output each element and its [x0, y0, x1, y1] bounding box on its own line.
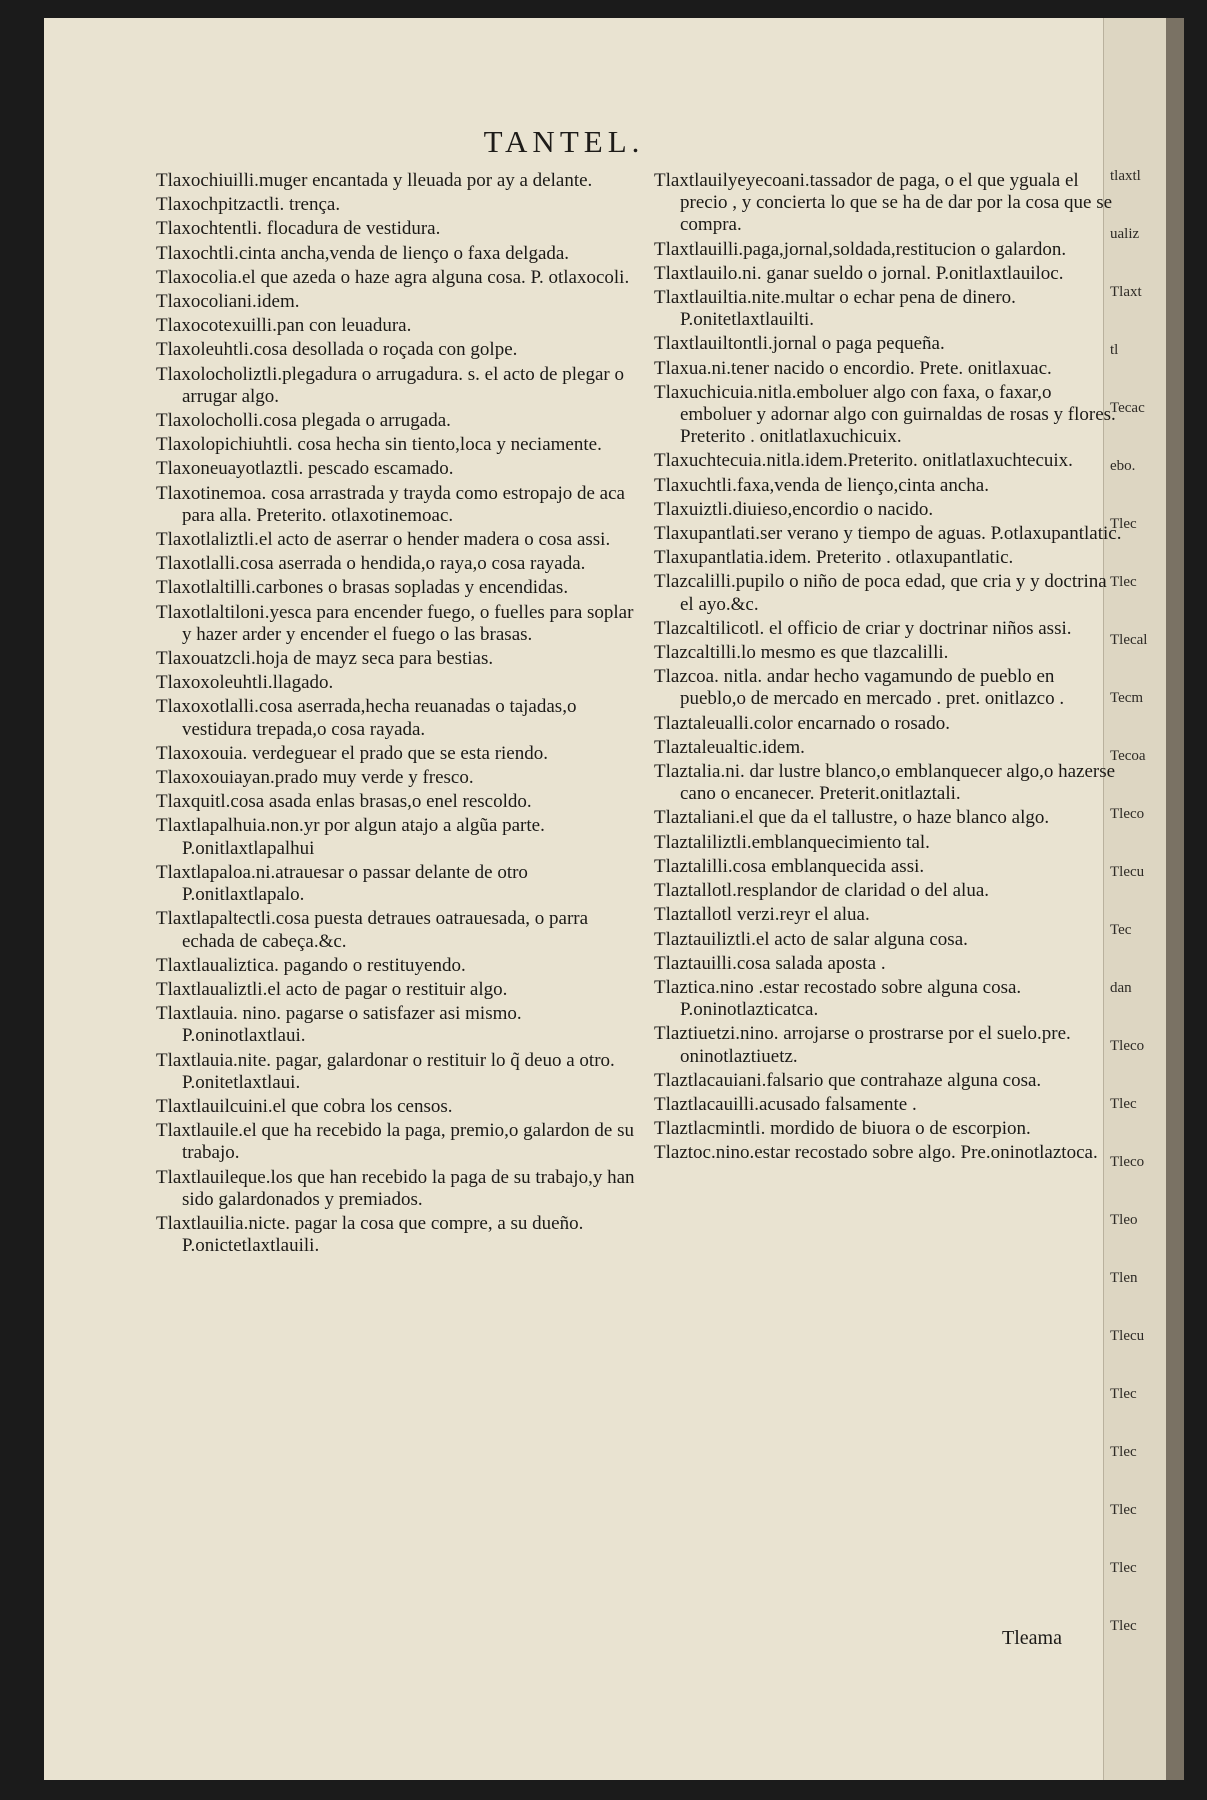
adjacent-page-fragment: ualiz	[1110, 226, 1140, 242]
adjacent-page-fragment: Tlecal	[1110, 632, 1148, 648]
dictionary-entry: Tlaxoxouiayan.prado muy verde y fresco.	[156, 767, 474, 789]
dictionary-entry: Tlaztallotl.resplandor de claridad o del alua.	[654, 880, 989, 902]
dictionary-entry: Tlaztalilli.cosa emblanquecida assi.	[654, 855, 925, 877]
dictionary-entry: Tlaztica.nino .estar recostado sobre alguna cosa. P.oninotlazticatca.	[654, 976, 1022, 1021]
dictionary-entry: Tlaztlacauilli.acusado falsamente .	[654, 1093, 917, 1115]
adjacent-page-fragment: Tlec	[1110, 516, 1137, 532]
dictionary-entry: Tlaztaliani.el que da el tallustre, o haze blanco algo.	[654, 807, 1050, 829]
dictionary-entry: Tlazcoa. nitla. andar hecho vagamundo de pueblo en pueblo,o de mercado en mercado . pret. onitlazco .	[654, 666, 1065, 710]
adjacent-page-fragment: Tlec	[1110, 1560, 1137, 1576]
adjacent-page-fragment: Tlec	[1110, 574, 1137, 590]
dictionary-entry: Tlaxuiztli.diuieso,encordio o nacido.	[654, 498, 934, 520]
adjacent-page-fragment: Tecm	[1110, 690, 1144, 706]
dictionary-entry: Tlaxtlauia.nite. pagar, galardonar o restituir lo q̃ deuo a otro. P.onitetlaxtlaui.	[156, 1049, 615, 1093]
book-spine-shadow	[1166, 18, 1184, 1780]
dictionary-entry: Tlazcaltilli.lo mesmo es que tlazcalilli.	[654, 642, 949, 664]
dictionary-entry: Tlaxtlauia. nino. pagarse o satisfazer asi mismo. P.oninotlaxtlaui.	[156, 1003, 522, 1047]
adjacent-page-fragment: Tleo	[1110, 1212, 1138, 1228]
adjacent-page-fragment: tl	[1110, 342, 1119, 358]
dictionary-entry: Tlaxochiuilli.muger encantada y lleuada por ay a delante.	[156, 170, 593, 191]
adjacent-page-fragment: Tlec	[1110, 1502, 1137, 1518]
dictionary-entry: Tlaxouatzcli.hoja de mayz seca para bestias.	[156, 648, 494, 670]
dictionary-entry: Tlaxtlauileque.los que han recebido la paga de su trabajo,y han sido galardonados y premiados.	[156, 1166, 635, 1210]
right-column	[654, 170, 1124, 1167]
book-page	[44, 18, 1184, 1780]
dictionary-entry: Tlaxtlauiltontli.jornal o paga pequeña.	[654, 333, 945, 355]
adjacent-page-fragment: Tlaxt	[1110, 284, 1142, 300]
dictionary-entry: Tlaztauiliztli.el acto de salar alguna cosa.	[654, 928, 968, 950]
dictionary-entry: Tlaxupantlatia.idem. Preterito . otlaxupantlatic.	[654, 547, 1014, 569]
dictionary-entry: Tlaxuchicuia.nitla.emboluer algo con faxa, o faxar,o emboluer y adornar algo con guirnaldas de rosas y flores. Preterito . onitlatlaxuchicuix.	[654, 381, 1116, 448]
adjacent-page-fragment: Tlec	[1110, 1618, 1137, 1634]
dictionary-entry: Tlaxotlaliztli.el acto de aserrar o hender madera o cosa assi.	[156, 529, 611, 551]
adjacent-page-fragment: Tecac	[1110, 400, 1145, 416]
dictionary-entry: Tlaxtlapaloa.ni.atrauesar o passar delante de otro P.onitlaxtlapalo.	[156, 861, 528, 906]
adjacent-page-fragment: Tleco	[1110, 806, 1145, 822]
dictionary-entry: Tlaxquitl.cosa asada enlas brasas,o enel rescoldo.	[156, 791, 532, 813]
running-head: TANTEL.	[483, 124, 645, 159]
dictionary-entry: Tlaxtlauilli.paga,jornal,soldada,restitucion o galardon.	[654, 238, 1067, 260]
adjacent-page-fragment: Tlec	[1110, 1444, 1137, 1460]
dictionary-entry: Tlaztalia.ni. dar lustre blanco,o emblanquecer algo,o hazerse cano o encanecer. Preterit.onitlaztali.	[654, 761, 1116, 805]
adjacent-page-fragment: Tlec	[1110, 1386, 1137, 1402]
dictionary-entry: Tlaxua.ni.tener nacido o encordio. Prete. onitlaxuac.	[654, 357, 1052, 379]
dictionary-entry: Tlaztauilli.cosa salada aposta .	[654, 952, 886, 974]
dictionary-entry: Tlaxtlauiltia.nite.multar o echar pena de dinero. P.onitetlaxtlauilti.	[654, 287, 1016, 331]
adjacent-page-fragment: dan	[1110, 980, 1132, 996]
dictionary-entry: Tlaxtlauilo.ni. ganar sueldo o jornal. P.onitlaxtlauiloc.	[654, 262, 1064, 284]
dictionary-entry: Tlaztlacauiani.falsario que contrahaze alguna cosa.	[654, 1069, 1042, 1091]
dictionary-entry: Tlaxotinemoa. cosa arrastrada y trayda como estropajo de aca para alla. Preterito. otlaxotinemoac.	[156, 482, 625, 526]
dictionary-entry: Tlaztaleualtic.idem.	[654, 736, 805, 758]
adjacent-page-fragment: Tec	[1110, 922, 1132, 938]
dictionary-entry: Tlaxoneuayotlaztli. pescado escamado.	[156, 458, 454, 480]
dictionary-entry: Tlaztallotl verzi.reyr el alua.	[654, 904, 870, 926]
dictionary-entry: Tlaxolocholli.cosa plegada o arrugada.	[156, 410, 451, 432]
adjacent-page-fragment: Tleco	[1110, 1038, 1145, 1054]
dictionary-entry: Tlaxocotexuilli.pan con leuadura.	[156, 315, 412, 337]
dictionary-entry: Tlaztlacmintli. mordido de biuora o de escorpion.	[654, 1118, 1031, 1140]
catchword: Tleama	[1002, 1627, 1062, 1649]
dictionary-entry: Tlaxtlaualiztli.el acto de pagar o restituir algo.	[156, 978, 508, 1000]
dictionary-entry: Tlaxotlaltiloni.yesca para encender fuego, o fuelles para soplar y hazer arder y encender el fuego o las brasas.	[156, 601, 634, 645]
dictionary-entry: Tlaxoxotlalli.cosa aserrada,hecha reuanadas o tajadas,o vestidura trepada,o cosa rayada.	[156, 696, 577, 740]
dictionary-entry: Tlaxtlauilia.nicte. pagar la cosa que compre, a su dueño. P.onictetlaxtlauili.	[156, 1212, 584, 1257]
dictionary-entry: Tlaxocolia.el que azeda o haze agra alguna cosa. P. otlaxocoli.	[156, 266, 630, 288]
dictionary-entry: Tlaxoxoleuhtli.llagado.	[156, 672, 334, 694]
dictionary-entry: Tlaxolopichiuhtli. cosa hecha sin tiento,loca y neciamente.	[156, 434, 602, 456]
dictionary-entry: Tlaxolocholiztli.plegadura o arrugadura. s. el acto de plegar o arrugar algo.	[156, 363, 624, 407]
dictionary-entry: Tlaztiuetzi.nino. arrojarse o prostrarse por el suelo.pre. oninotlaztiuetz.	[654, 1023, 1071, 1067]
dictionary-entry: Tlaxotlaltilli.carbones o brasas sopladas y encendidas.	[156, 577, 569, 599]
dictionary-entry: Tlaxupantlati.ser verano y tiempo de aguas. P.otlaxupantlatic.	[654, 523, 1122, 545]
dictionary-entry: Tlaxtlapalhuia.non.yr por algun atajo a algũa parte. P.onitlaxtlapalhui	[156, 815, 545, 859]
adjacent-page-fragment: Tecoa	[1110, 748, 1146, 764]
dictionary-entry: Tlaxochpitzactli. trença.	[156, 194, 341, 216]
adjacent-page-fragment: Tlen	[1110, 1270, 1138, 1286]
adjacent-page-fragment: Tleco	[1110, 1154, 1145, 1170]
left-column	[156, 170, 636, 1259]
dictionary-entry: Tlaxtlauilcuini.el que cobra los censos.	[156, 1095, 453, 1117]
dictionary-entry: Tlaxochtentli. flocadura de vestidura.	[156, 218, 441, 240]
dictionary-entry: Tlaztoc.nino.estar recostado sobre algo. Pre.oninotlaztoca.	[654, 1142, 1098, 1164]
dictionary-entry: Tlaxotlalli.cosa aserrada o hendida,o raya,o cosa rayada.	[156, 553, 586, 575]
dictionary-entry: Tlaxuchtli.faxa,venda de lienço,cinta ancha.	[654, 474, 989, 496]
dictionary-entry: Tlaxuchtecuia.nitla.idem.Preterito. onitlatlaxuchtecuix.	[654, 450, 1073, 472]
adjacent-page-fragment: tlaxtl	[1110, 168, 1141, 184]
dictionary-entry: Tlaztaleualli.color encarnado o rosado.	[654, 712, 950, 734]
dictionary-entry: Tlaxtlauile.el que ha recebido la paga, premio,o galardon de su trabajo.	[156, 1120, 634, 1164]
dictionary-entry: Tlaxtlauilyeyecoani.tassador de paga, o el que yguala el precio , y concierta lo que se ha de dar por la cosa que se compra.	[654, 170, 1113, 236]
dictionary-entry: Tlazcalilli.pupilo o niño de poca edad, que cria y y doctrina el ayo.&c.	[654, 571, 1107, 615]
dictionary-entry: Tlaxoleuhtli.cosa desollada o roçada con golpe.	[156, 339, 518, 361]
dictionary-entry: Tlaztaliliztli.emblanquecimiento tal.	[654, 831, 930, 853]
adjacent-page-fragment: Tlecu	[1110, 1328, 1145, 1344]
adjacent-page-fragment: Tlecu	[1110, 864, 1145, 880]
adjacent-page-fragment: Tlec	[1110, 1096, 1137, 1112]
dictionary-entry: Tlaxtlapaltectli.cosa puesta detraues oatrauesada, o parra echada de cabeça.&c.	[156, 908, 589, 952]
dictionary-entry: Tlazcaltilicotl. el officio de criar y doctrinar niños assi.	[654, 617, 1072, 639]
dictionary-entry: Tlaxoxouia. verdeguear el prado que se esta riendo.	[156, 742, 548, 764]
adjacent-page-fragment: ebo.	[1110, 458, 1136, 474]
dictionary-entry: Tlaxochtli.cinta ancha,venda de lienço o faxa delgada.	[156, 242, 570, 264]
dictionary-entry: Tlaxtlaualiztica. pagando o restituyendo.	[156, 954, 466, 976]
dictionary-entry: Tlaxocoliani.idem.	[156, 291, 300, 313]
